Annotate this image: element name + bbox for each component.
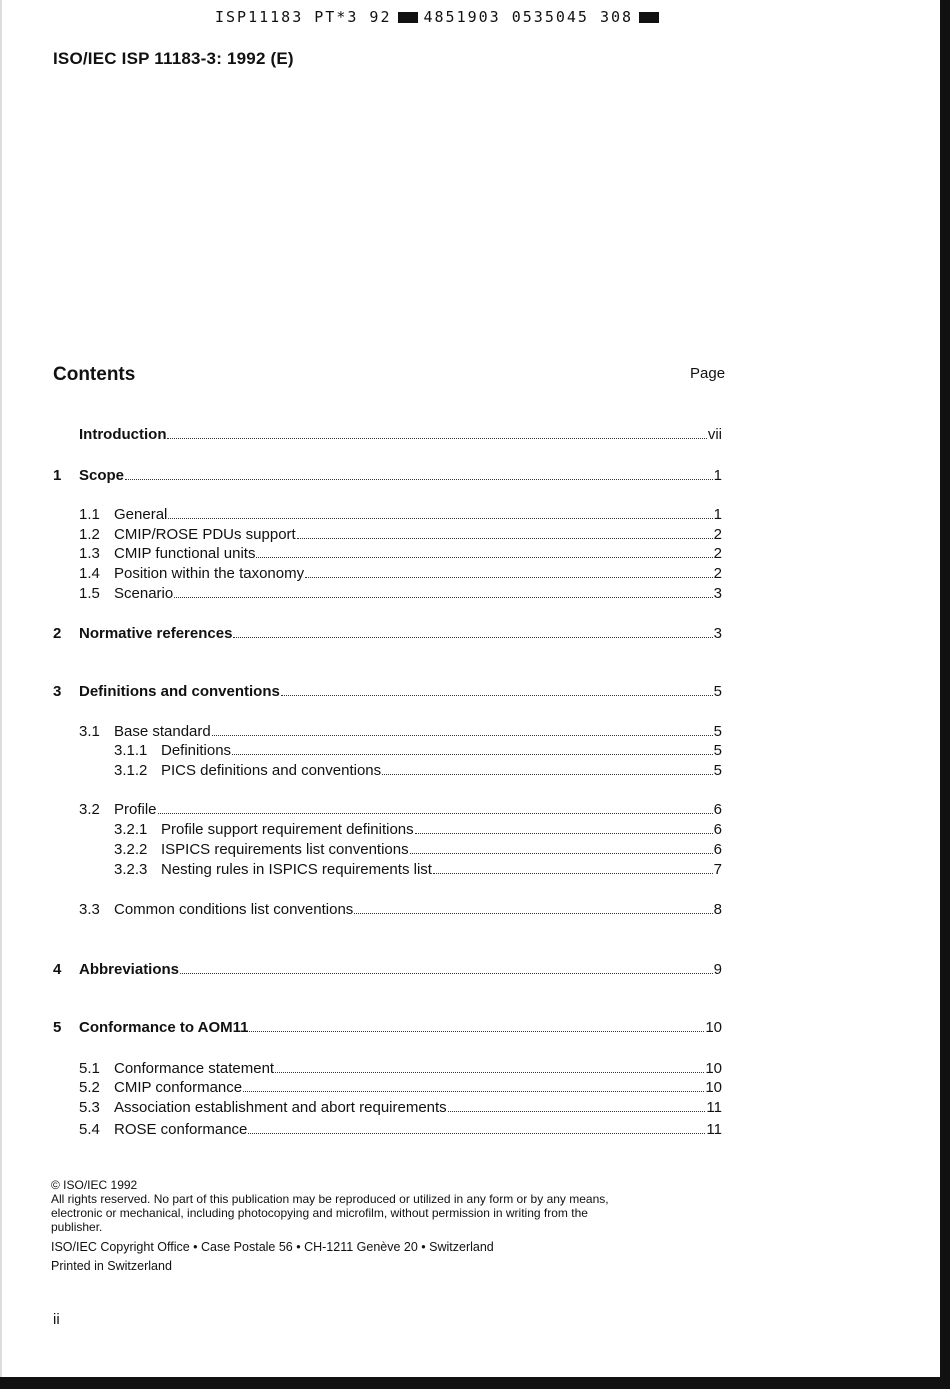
toc-entry-page: 6 bbox=[713, 821, 722, 838]
toc-entry-page: 11 bbox=[706, 1121, 722, 1138]
toc-entry-title: Profile support requirement definitions bbox=[161, 821, 414, 838]
toc-chapter-number: 1 bbox=[53, 467, 62, 484]
toc-entry[interactable] bbox=[79, 1019, 722, 1037]
toc-entry-number: 5.2 bbox=[79, 1079, 100, 1096]
toc-entry[interactable] bbox=[79, 1079, 722, 1097]
toc-entry[interactable] bbox=[79, 467, 722, 485]
toc-entry-number: 5.1 bbox=[79, 1060, 100, 1077]
toc-chapter-number: 2 bbox=[53, 625, 62, 642]
toc-entry[interactable] bbox=[79, 426, 722, 444]
black-block-icon bbox=[639, 12, 659, 23]
printed-in: Printed in Switzerland bbox=[51, 1259, 172, 1273]
toc-entry-number: 5.3 bbox=[79, 1099, 100, 1116]
toc-entry-page: 5 bbox=[713, 683, 722, 700]
page-number: ii bbox=[53, 1311, 60, 1328]
dot-leader bbox=[297, 526, 713, 539]
toc-entry-title: Scope bbox=[79, 467, 125, 484]
toc-entry[interactable] bbox=[79, 901, 722, 919]
toc-entry-page: 11 bbox=[706, 1099, 722, 1116]
scan-edge-right bbox=[940, 0, 950, 1389]
toc-entry[interactable] bbox=[114, 742, 722, 760]
page-column-label: Page bbox=[690, 365, 726, 382]
toc-entry-title: General bbox=[114, 506, 168, 523]
dot-leader bbox=[256, 545, 712, 558]
toc-entry[interactable] bbox=[79, 683, 722, 701]
toc-entry-number: 1.5 bbox=[79, 585, 100, 602]
toc-entry-page: 1 bbox=[713, 467, 722, 484]
toc-entry[interactable] bbox=[79, 1121, 722, 1139]
toc-entry-title: Association establishment and abort requirements bbox=[114, 1099, 447, 1116]
toc-entry-page: 2 bbox=[713, 565, 722, 582]
toc-entry[interactable] bbox=[79, 625, 722, 643]
toc-entry-title: Conformance to AOM11 bbox=[79, 1019, 249, 1036]
toc-chapter-number: 3 bbox=[53, 683, 62, 700]
toc-entry-page: 6 bbox=[713, 841, 722, 858]
dot-leader bbox=[410, 841, 713, 854]
toc-entry-title: Definitions and conventions bbox=[79, 683, 280, 700]
toc-entry-number: 5.4 bbox=[79, 1121, 100, 1138]
toc-entry-page: 3 bbox=[713, 585, 722, 602]
toc-entry-page: 9 bbox=[713, 961, 722, 978]
dot-leader bbox=[158, 801, 713, 814]
toc-entry-title: Nesting rules in ISPICS requirements list bbox=[161, 861, 432, 878]
toc-entry[interactable] bbox=[79, 961, 722, 979]
toc-entry-number: 3.2.2 bbox=[114, 841, 148, 858]
dot-leader bbox=[233, 625, 712, 638]
toc-entry-number: 3.3 bbox=[79, 901, 100, 918]
dot-leader bbox=[243, 1079, 704, 1092]
toc-entry-title: Abbreviations bbox=[79, 961, 180, 978]
toc-entry[interactable] bbox=[79, 565, 722, 583]
toc-entry-title: Introduction bbox=[79, 426, 167, 443]
scan-code-b: 4851903 0535045 308 bbox=[423, 8, 634, 26]
dot-leader bbox=[168, 506, 712, 519]
scan-code-line bbox=[215, 8, 665, 26]
toc-entry-number: 3.1 bbox=[79, 723, 100, 740]
copyright-block bbox=[51, 1178, 611, 1273]
toc-entry[interactable] bbox=[114, 861, 722, 879]
toc-entry-number: 1.4 bbox=[79, 565, 100, 582]
toc-entry[interactable] bbox=[79, 526, 722, 544]
toc-entry[interactable] bbox=[79, 506, 722, 524]
toc-entry-number: 3.2.3 bbox=[114, 861, 148, 878]
scan-code-a: ISP11183 PT*3 92 bbox=[215, 8, 392, 26]
toc-entry-number: 3.2.1 bbox=[114, 821, 148, 838]
dot-leader bbox=[167, 426, 706, 439]
toc-entry-title: Common conditions list conventions bbox=[114, 901, 354, 918]
toc-entry-page: 5 bbox=[713, 723, 722, 740]
toc-entry-page: 2 bbox=[713, 545, 722, 562]
toc-entry-number: 3.1.1 bbox=[114, 742, 148, 759]
copyright-line: © ISO/IEC 1992 bbox=[51, 1178, 138, 1192]
contents-heading: Contents bbox=[53, 364, 136, 385]
toc-entry[interactable] bbox=[79, 801, 722, 819]
dot-leader bbox=[232, 742, 713, 755]
dot-leader bbox=[212, 723, 713, 736]
dot-leader bbox=[433, 861, 713, 874]
toc-entry-title: Profile bbox=[114, 801, 157, 818]
toc-entry-number: 3.2 bbox=[79, 801, 100, 818]
toc-entry-title: ROSE conformance bbox=[114, 1121, 248, 1138]
black-block-icon bbox=[398, 12, 418, 23]
toc-entry-title: Scenario bbox=[114, 585, 174, 602]
toc-entry[interactable] bbox=[114, 821, 722, 839]
toc-entry-title: ISPICS requirements list conventions bbox=[161, 841, 409, 858]
toc-entry-number: 1.3 bbox=[79, 545, 100, 562]
dot-leader bbox=[354, 901, 712, 914]
toc-entry-title: Definitions bbox=[161, 742, 232, 759]
toc-chapter-number: 5 bbox=[53, 1019, 62, 1036]
toc-entry-title: CMIP functional units bbox=[114, 545, 256, 562]
dot-leader bbox=[382, 762, 713, 775]
dot-leader bbox=[448, 1099, 706, 1112]
toc-entry[interactable] bbox=[114, 841, 722, 859]
toc-entry[interactable] bbox=[79, 723, 722, 741]
toc-entry-title: Normative references bbox=[79, 625, 233, 642]
dot-leader bbox=[180, 961, 713, 974]
dot-leader bbox=[415, 821, 713, 834]
dot-leader bbox=[275, 1060, 704, 1073]
dot-leader bbox=[305, 565, 713, 578]
toc-entry-page: 5 bbox=[713, 762, 722, 779]
toc-entry-page: 10 bbox=[705, 1060, 722, 1077]
toc-entry-title: Conformance statement bbox=[114, 1060, 275, 1077]
toc-entry-page: vii bbox=[707, 426, 722, 443]
toc-entry[interactable] bbox=[114, 762, 722, 780]
toc-entry-page: 2 bbox=[713, 526, 722, 543]
toc-entry-title: Base standard bbox=[114, 723, 211, 740]
scan-edge-left bbox=[0, 0, 2, 1389]
toc-entry-title: CMIP/ROSE PDUs support bbox=[114, 526, 296, 543]
toc-entry-page: 7 bbox=[713, 861, 722, 878]
toc-entry-page: 3 bbox=[713, 625, 722, 642]
toc-entry-page: 1 bbox=[713, 506, 722, 523]
dot-leader bbox=[281, 683, 713, 696]
toc-entry-number: 1.2 bbox=[79, 526, 100, 543]
copyright-notice: All rights reserved. No part of this publication may be reproduced or utilized in any form or by any means, electronic or mechanical, including photocopying and microfilm, without permission in writing from the publisher. bbox=[51, 1192, 609, 1234]
toc-chapter-number: 4 bbox=[53, 961, 62, 978]
toc-entry-page: 8 bbox=[713, 901, 722, 918]
document-identifier: ISO/IEC ISP 11183-3: 1992 (E) bbox=[53, 49, 294, 68]
scan-edge-bottom bbox=[0, 1377, 950, 1389]
toc-entry-page: 5 bbox=[713, 742, 722, 759]
dot-leader bbox=[249, 1019, 704, 1032]
toc-entry-page: 6 bbox=[713, 801, 722, 818]
dot-leader bbox=[248, 1121, 705, 1134]
dot-leader bbox=[174, 585, 712, 598]
toc-entry-title: Position within the taxonomy bbox=[114, 565, 305, 582]
toc-entry[interactable] bbox=[79, 585, 722, 603]
toc-entry[interactable] bbox=[79, 545, 722, 563]
toc-entry-title: CMIP conformance bbox=[114, 1079, 243, 1096]
dot-leader bbox=[125, 467, 713, 480]
toc-entry-page: 10 bbox=[705, 1019, 722, 1036]
copyright-office-address: ISO/IEC Copyright Office • Case Postale 56 • CH-1211 Genève 20 • Switzerland bbox=[51, 1240, 494, 1254]
toc-entry[interactable] bbox=[79, 1099, 722, 1117]
toc-entry[interactable] bbox=[79, 1060, 722, 1078]
toc-entry-page: 10 bbox=[705, 1079, 722, 1096]
toc-entry-number: 1.1 bbox=[79, 506, 100, 523]
toc-entry-title: PICS definitions and conventions bbox=[161, 762, 382, 779]
toc-entry-number: 3.1.2 bbox=[114, 762, 148, 779]
